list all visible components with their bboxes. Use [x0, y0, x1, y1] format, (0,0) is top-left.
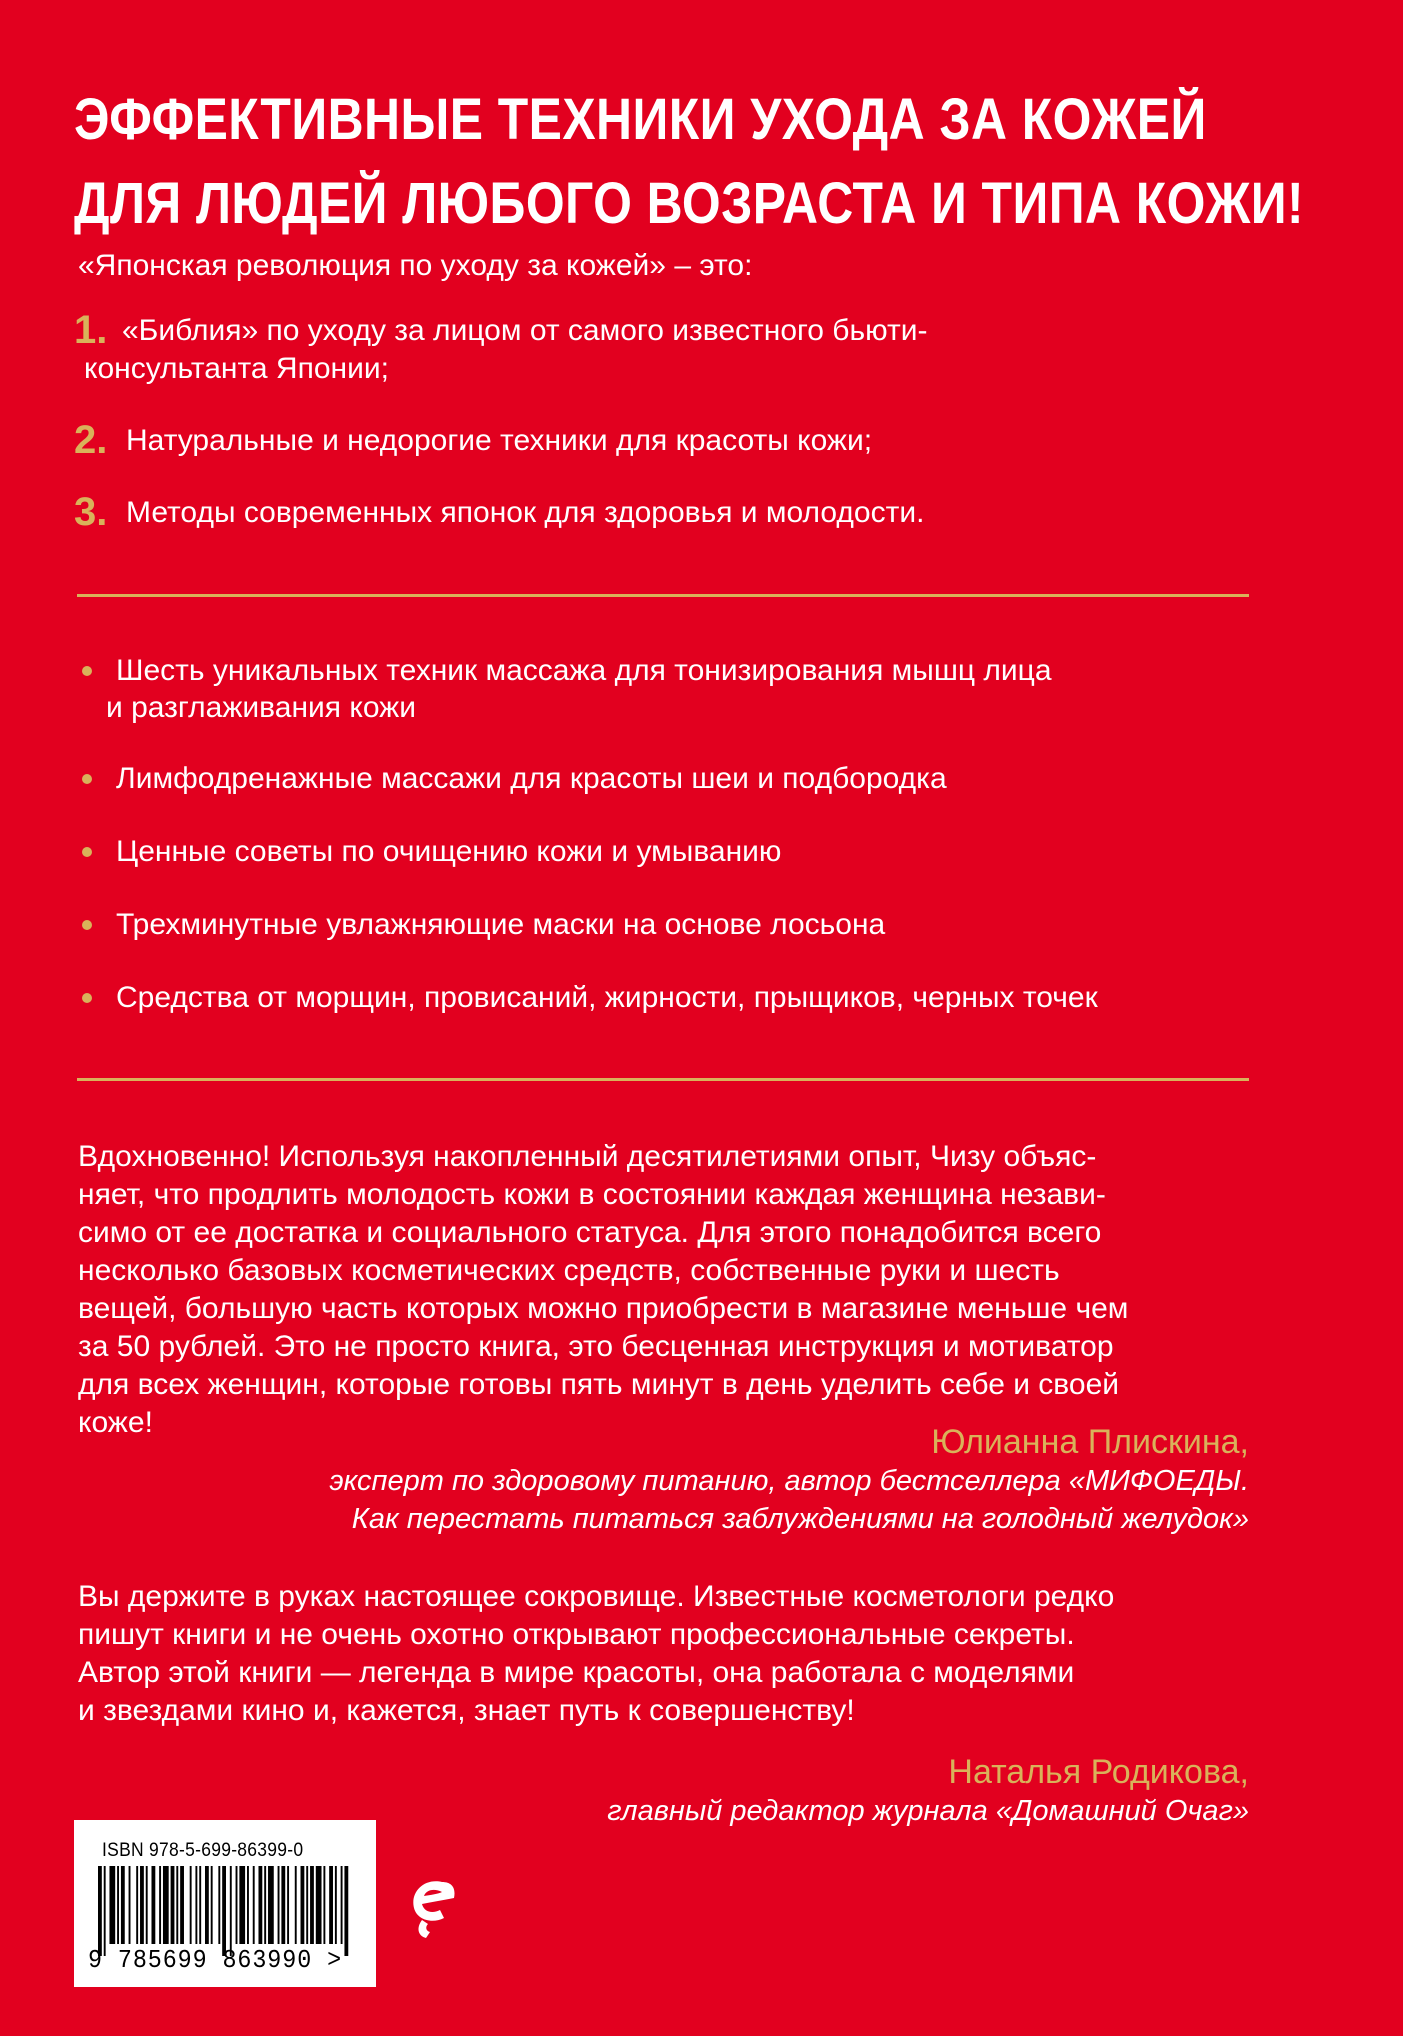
review-1-line: вещей, большую часть которых можно приобрести в магазине меньше чем [78, 1292, 1129, 1325]
number-label: 3. [74, 490, 108, 534]
reviewer-role-cont: Как перестать питаться заблуждениями на голодный желудок» [351, 1503, 1249, 1535]
barcode-bar [316, 1866, 322, 1944]
barcode-bar [268, 1866, 274, 1944]
barcode-bar [278, 1866, 280, 1944]
barcode-bar [140, 1866, 144, 1944]
bullet-dot-icon [82, 666, 92, 676]
barcode-bar [344, 1866, 348, 1956]
barcode-bar [264, 1866, 266, 1944]
barcode-bar [104, 1866, 106, 1956]
numbered-item-text: Методы современных японок для здоровья и молодости. [126, 496, 925, 529]
barcode-bar [121, 1866, 125, 1944]
barcode-bar [159, 1866, 161, 1944]
numbered-item-text: Натуральные и недорогие техники для красоты кожи; [126, 424, 873, 457]
intro-text: «Японская революция по уходу за кожей» – это: [78, 249, 753, 282]
numbered-item-3 [74, 490, 1274, 534]
reviewer-name: Юлианна Плискина, [931, 1423, 1249, 1461]
barcode-bar [335, 1866, 337, 1944]
bullet-item-text: Лимфодренажные массажи для красоты шеи и подбородка [116, 762, 947, 795]
barcode-bar [176, 1866, 178, 1944]
barcode-bar [180, 1866, 184, 1944]
ean-digits: 9 785699 863990 > [88, 1945, 343, 1975]
publisher-logo-icon [402, 1854, 462, 1944]
bullet-dot-icon [82, 847, 92, 857]
barcode-bar [129, 1866, 131, 1944]
review-2-line: Вы держите в руках настоящее сокровище. Известные косметологи редко [78, 1580, 1115, 1613]
barcode-bar [136, 1866, 138, 1944]
bullet-dot-icon [82, 774, 92, 784]
bullet-dot-icon [82, 920, 92, 930]
review-2-line: пишут книги и не очень охотно открывают профессиональные секреты. [78, 1618, 1075, 1651]
numbered-list [74, 308, 1274, 534]
barcode-bar [258, 1866, 262, 1944]
barcode-bar [195, 1866, 197, 1944]
review-2 [78, 1578, 1278, 1730]
barcode-bar [239, 1866, 245, 1944]
barcode-bar [205, 1866, 209, 1944]
barcode-bar [218, 1866, 220, 1944]
bullet-item-3 [80, 833, 1280, 870]
reviewer-role: главный редактор журнала «Домашний Очаг» [607, 1795, 1249, 1827]
isbn-label: ISBN 978-5-699-86399-0 [102, 1840, 304, 1861]
bullet-item-text: Трехминутные увлажняющие маски на основе лосьона [116, 908, 886, 941]
number-label: 1. [74, 308, 108, 352]
bullet-dot-icon [82, 993, 92, 1003]
barcode-bar [306, 1866, 308, 1944]
review-1-line: симо от ее достатка и социального статуса. Для этого понадобится всего [78, 1216, 1102, 1249]
barcode-bar [323, 1866, 325, 1944]
barcode-bar [247, 1866, 249, 1944]
numbered-item-2 [74, 418, 1274, 462]
barcode-bar [151, 1866, 155, 1944]
review-1-line: за 50 рублей. Это не просто книга, это бесценная инструкция и мотиватор [78, 1330, 1114, 1363]
review-1-line: коже! [78, 1406, 153, 1439]
numbered-item-text-cont: консультанта Японии; [84, 352, 389, 385]
bullet-item-text: Средства от морщин, провисаний, жирности, прыщиков, черных точек [116, 981, 1098, 1014]
reviewer-role: эксперт по здоровому питанию, автор бестселлера «МИФОЕДЫ. [329, 1465, 1249, 1497]
bullet-item-5 [80, 979, 1280, 1016]
barcode-bar [236, 1866, 238, 1944]
bullet-item-4 [80, 906, 1280, 943]
barcode-bar [230, 1866, 232, 1956]
barcode-bar [341, 1866, 343, 1944]
review-2-signature [607, 1752, 1249, 1830]
bullet-item-2 [80, 760, 1280, 797]
bullet-item-text: Ценные советы по очищению кожи и умыванию [116, 835, 782, 868]
barcode-bar [222, 1866, 226, 1956]
barcode-bar [301, 1866, 305, 1944]
bullet-item-text-cont: и разглаживания кожи [106, 691, 417, 724]
barcode-bar [146, 1866, 148, 1944]
barcode-bar [287, 1866, 289, 1944]
barcode-bar [329, 1866, 333, 1944]
review-1-signature [329, 1422, 1249, 1538]
barcode-bar [253, 1866, 255, 1944]
barcode-bar [310, 1866, 314, 1944]
bullet-list [80, 652, 1280, 1016]
divider-bottom [77, 1078, 1249, 1081]
barcode-bar [171, 1866, 175, 1944]
numbered-item-1 [74, 308, 1274, 388]
divider-top [77, 594, 1249, 597]
barcode-bar [190, 1866, 192, 1944]
barcode-bars [98, 1866, 354, 1956]
review-1-line: няет, что продлить молодость кожи в состоянии каждая женщина незави- [78, 1178, 1106, 1211]
barcode-bar [199, 1866, 201, 1944]
barcode-bar [211, 1866, 213, 1944]
review-1 [78, 1138, 1278, 1442]
barcode-bar [109, 1866, 115, 1944]
barcode-bar [295, 1866, 297, 1944]
review-2-line: Автор этой книги — легенда в мире красоты, она работала с моделями [78, 1656, 1075, 1689]
numbered-item-text: «Библия» по уходу за лицом от самого известного бьюти- [122, 314, 928, 347]
barcode-bar [98, 1866, 102, 1956]
barcode-bar [163, 1866, 169, 1944]
review-2-line: и звездами кино и, кажется, знает путь к совершенству! [78, 1694, 855, 1727]
headline-line-2: ДЛЯ ЛЮДЕЙ ЛЮБОГО ВОЗРАСТА И ТИПА КОЖИ! [74, 171, 1305, 236]
reviewer-name: Наталья Родикова, [948, 1753, 1249, 1791]
bullet-item-text: Шесть уникальных техник массажа для тонизирования мышц лица [116, 654, 1052, 687]
review-1-line: несколько базовых косметических средств, собственные руки и шесть [78, 1254, 1060, 1287]
barcode-bar [281, 1866, 285, 1944]
barcode-bar [117, 1866, 119, 1944]
review-1-line: для всех женщин, которые готовы пять минут в день уделить себе и своей [78, 1368, 1120, 1401]
isbn-barcode [74, 1820, 376, 1987]
headline-line-1: ЭФФЕКТИВНЫЕ ТЕХНИКИ УХОДА ЗА КОЖЕЙ [74, 87, 1207, 152]
headline [74, 78, 1305, 246]
bullet-item-1 [80, 652, 1280, 726]
review-1-line: Вдохновенно! Используя накопленный десятилетиями опыт, Чизу объяс- [78, 1140, 1097, 1173]
number-label: 2. [74, 418, 108, 462]
